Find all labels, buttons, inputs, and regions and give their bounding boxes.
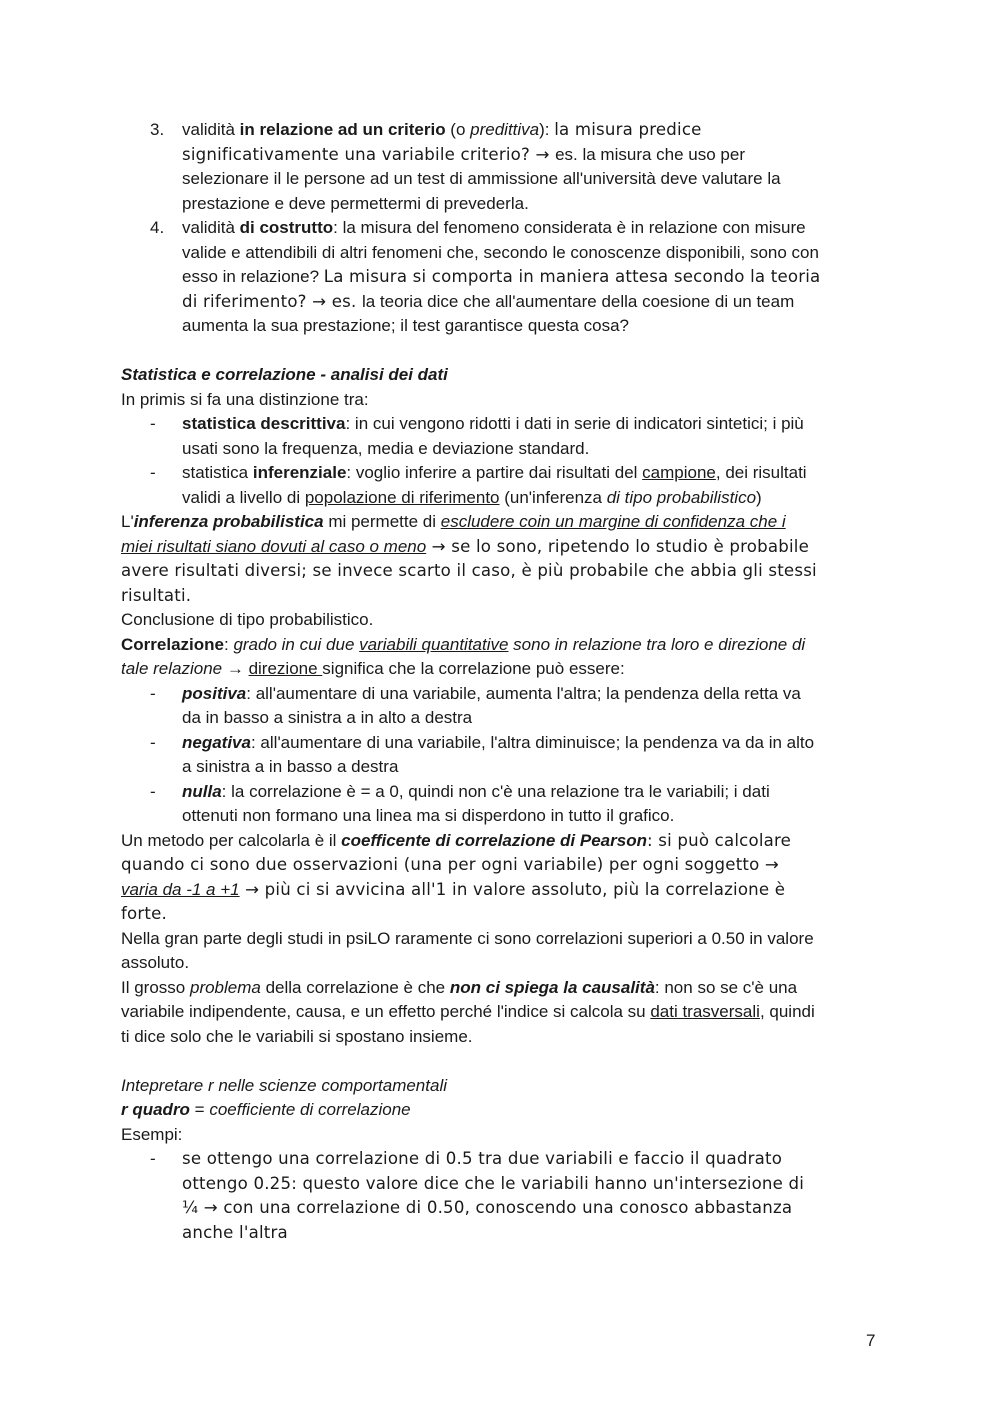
text-line: forte. [121, 904, 168, 923]
page-number: 7 [866, 1331, 876, 1350]
bullet-item-esempio [121, 1147, 879, 1245]
text-line: validi a livello di popolazione di riferimento (un'inferenza di tipo probabilistico) [182, 487, 762, 507]
list-item-validita-costrutto [121, 216, 879, 339]
bullet-marker: - [150, 683, 156, 703]
text-line: Correlazione: grado in cui due variabili quantitative sono in relazione tra loro e direzione di [121, 634, 806, 654]
text-line: tale relazione → direzione significa che la correlazione può essere: [121, 659, 625, 678]
bullet-item-negativa [121, 731, 879, 780]
text-line: prestazione e deve permettermi di prevederla. [182, 193, 529, 213]
text-line: quando ci sono due osservazioni (una per ogni variabile) per ogni soggetto → [121, 855, 780, 874]
section-heading: Intepretare r nelle scienze comportamentali [121, 1075, 447, 1095]
blank-line [121, 1049, 879, 1074]
text-line: assoluto. [121, 953, 190, 972]
text-line: positiva: all'aumentare di una variabile, aumenta l'altra; la pendenza della retta va [182, 683, 801, 703]
text-line: selezionare il le persone ad un test di ammissione all'università deve valutare la [182, 169, 781, 188]
text-line: negativa: all'aumentare di una variabile, l'altra diminuisce; la pendenza va da in alto [182, 732, 815, 752]
text-line: Conclusione di tipo probabilistico. [121, 610, 374, 629]
text-line: nulla: la correlazione è = a 0, quindi non c'è una relazione tra le variabili; i dati [182, 781, 770, 801]
list-item-validita-criterio [121, 118, 879, 216]
text-line: varia da -1 a +1 → più ci si avvicina all'1 in valore assoluto, più la correlazione è [121, 879, 786, 899]
text-line: ti dice solo che le variabili si spostano insieme. [121, 1026, 473, 1046]
list-number: 4. [150, 218, 165, 237]
text-line: Il grosso problema della correlazione è che non ci spiega la causalità: non so se c'è una [121, 977, 798, 997]
text-line: ottengo 0.25: questo valore dice che le variabili hanno un'intersezione di [182, 1173, 805, 1193]
text-line: da in basso a sinistra a in alto a destra [182, 708, 473, 727]
paragraph: In primis si fa una distinzione tra: [121, 389, 369, 409]
text-line: Nella gran parte degli studi in psiLO raramente ci sono correlazioni superiori a 0.50 in valore [121, 928, 814, 948]
text-line: risultati. [121, 585, 192, 605]
text-line: validità in relazione ad un criterio (o predittiva): la misura predice [182, 120, 702, 139]
bullet-marker: - [150, 1149, 156, 1168]
page-content [121, 118, 879, 1245]
text-line: valide e attendibili di altri fenomeni che, secondo le conoscenze disponibili, sono con [182, 242, 819, 262]
text-line: ¼ → con una correlazione di 0.50, conoscendo una conosco abbastanza [182, 1198, 793, 1217]
text-line: esso in relazione? La misura si comporta in maniera attesa secondo la teoria [182, 267, 821, 286]
text-line: significativamente una variabile criterio? → es. la misura che uso per [182, 144, 745, 164]
bullet-item-statistica-inferenziale [121, 461, 879, 510]
bullet-item-statistica-descrittiva [121, 412, 879, 461]
text-line: r quadro = coefficiente di correlazione [121, 1100, 411, 1119]
text-line: ottenuti non formano una linea ma si disperdono in tutto il grafico. [182, 806, 675, 825]
bullet-item-positiva [121, 682, 879, 731]
text-line: Esempi: [121, 1124, 183, 1144]
text-line: se ottengo una correlazione di 0.5 tra due variabili e faccio il quadrato [182, 1149, 783, 1168]
text-line: statistica descrittiva: in cui vengono ridotti i dati in serie di indicatori sintetici; i più [182, 414, 804, 433]
text-line: miei risultati siano dovuti al caso o meno → se lo sono, ripetendo lo studio è probabile [121, 536, 809, 556]
bullet-marker: - [150, 463, 156, 482]
text-line: aumenta la sua prestazione; il test garantisce questa cosa? [182, 316, 629, 335]
list-number: 3. [150, 120, 165, 139]
text-line: usati sono la frequenza, media e deviazione standard. [182, 438, 590, 458]
blank-line [121, 339, 879, 364]
text-line: anche l'altra [182, 1222, 288, 1242]
text-line: a sinistra a in basso a destra [182, 757, 399, 776]
bullet-marker: - [150, 414, 156, 433]
bullet-marker: - [150, 732, 156, 752]
bullet-item-nulla [121, 780, 879, 829]
text-line: di riferimento? → es. la teoria dice che all'aumentare della coesione di un team [182, 291, 795, 311]
bullet-marker: - [150, 781, 156, 801]
text-line: L'inferenza probabilistica mi permette di escludere coin un margine di confidenza che i [121, 512, 786, 531]
text-line: avere risultati diversi; se invece scarto il caso, è più probabile che abbia gli stessi [121, 561, 817, 580]
text-line: variabile indipendente, causa, e un effetto perché l'indice si calcola su dati trasversali, quindi [121, 1002, 815, 1021]
section-heading: Statistica e correlazione - analisi dei dati [121, 365, 448, 384]
text-line: validità di costrutto: la misura del fenomeno considerata è in relazione con misure [182, 218, 806, 237]
text-line: Un metodo per calcolarla è il coefficente di correlazione di Pearson: si può calcolare [121, 830, 792, 850]
text-line: statistica inferenziale: voglio inferire a partire dai risultati del campione, dei risultati [182, 463, 807, 482]
